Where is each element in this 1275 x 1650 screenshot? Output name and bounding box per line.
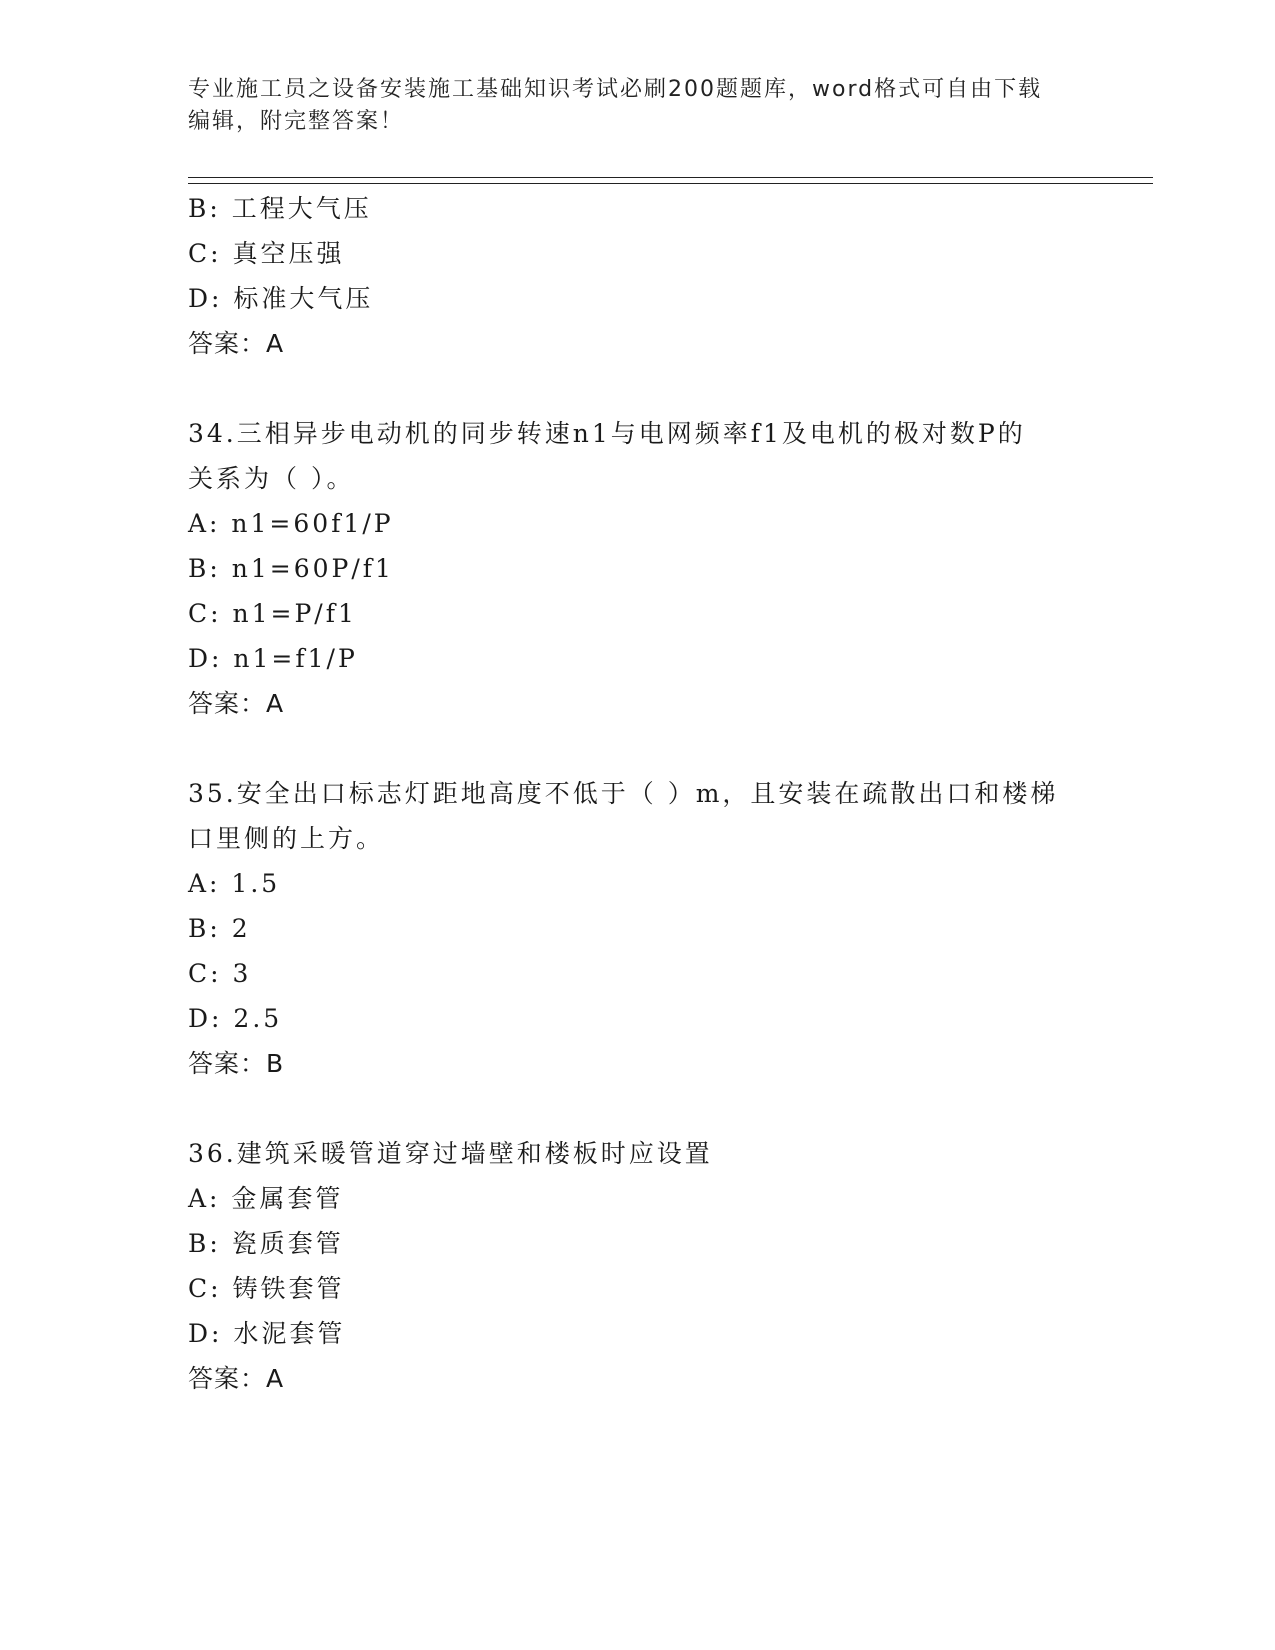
q34-option-c: C: n1=P/f1	[188, 599, 357, 628]
q34-stem-line-2: 关系为（ ）。	[188, 464, 355, 493]
q36-stem-line-1: 36.建筑采暖管道穿过墙壁和楼板时应设置	[188, 1139, 713, 1168]
q34-option-b: B: n1=60P/f1	[188, 554, 394, 583]
document-header	[188, 74, 1088, 138]
q36-answer: 答案：A	[188, 1364, 285, 1393]
q34-stem-line-1: 34.三相异步电动机的同步转速n1与电网频率f1及电机的极对数P的	[188, 419, 1026, 448]
q35-option-a: A: 1.5	[188, 869, 281, 898]
q35-option-b: B: 2	[188, 914, 251, 943]
q35-answer: 答案：B	[188, 1049, 285, 1078]
q34-option-d: D: n1=f1/P	[188, 644, 358, 673]
q35-stem-line-1: 35.安全出口标志灯距地高度不低于（ ）m，且安装在疏散出口和楼梯	[188, 779, 1059, 808]
q36-option-c: C: 铸铁套管	[188, 1274, 345, 1303]
q36-option-d: D: 水泥套管	[188, 1319, 346, 1348]
q36-option-b: B: 瓷质套管	[188, 1229, 344, 1258]
q33-answer: 答案：A	[188, 329, 285, 358]
q36-option-a: A: 金属套管	[188, 1184, 344, 1213]
q34-option-a: A: n1=60f1/P	[188, 509, 394, 538]
q35-option-c: C: 3	[188, 959, 252, 988]
q34-answer: 答案：A	[188, 689, 285, 718]
header-title-line-2: 编辑，附完整答案！	[188, 109, 405, 134]
q33-option-d: D: 标准大气压	[188, 284, 374, 313]
q33-option-c: C: 真空压强	[188, 239, 345, 268]
q35-stem-line-2: 口里侧的上方。	[188, 824, 385, 853]
header-divider-top	[188, 177, 1153, 178]
q35-option-d: D: 2.5	[188, 1004, 283, 1033]
header-title-line-1: 专业施工员之设备安装施工基础知识考试必刷200题题库，word格式可自由下载	[188, 77, 1043, 102]
header-divider-bottom	[188, 183, 1153, 184]
q33-option-b: B: 工程大气压	[188, 194, 372, 223]
